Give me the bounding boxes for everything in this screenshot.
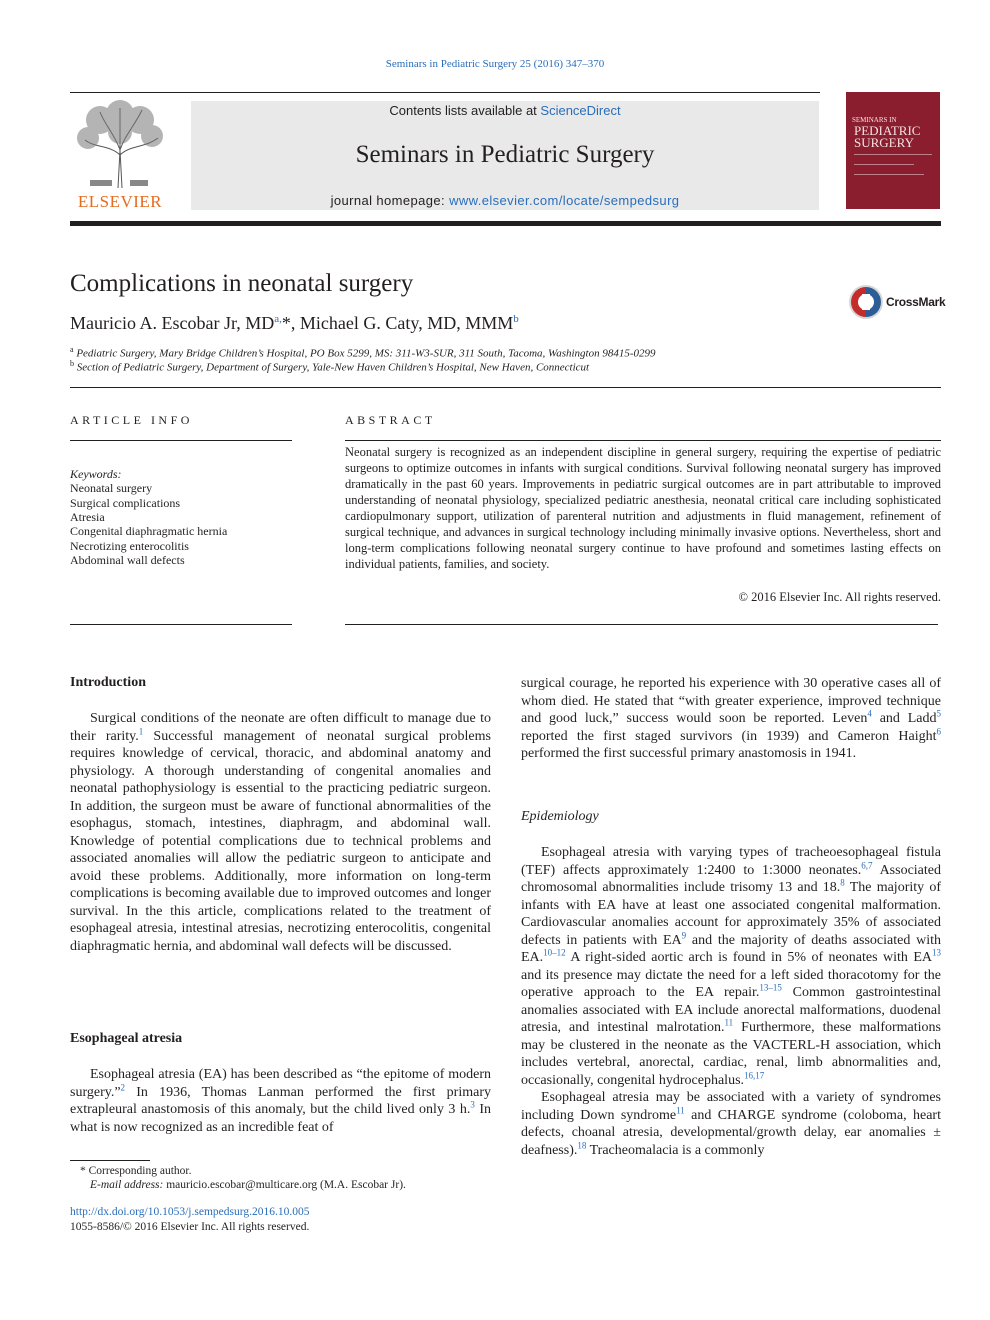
abstract-bottom-rule — [345, 624, 938, 625]
reference-link[interactable]: 13–15 — [759, 982, 782, 993]
reference-link[interactable]: 5 — [936, 708, 941, 719]
keyword-item: Abdominal wall defects — [70, 553, 185, 567]
reference-link[interactable]: 16,17 — [744, 1069, 765, 1080]
keyword-item: Surgical complications — [70, 496, 181, 510]
keyword-item: Congenital diaphragmatic hernia — [70, 524, 228, 538]
title-block-rule — [70, 387, 941, 388]
reference-link[interactable]: 13 — [932, 947, 941, 958]
homepage-line — [191, 193, 819, 208]
crossmark-icon — [848, 284, 884, 320]
cover-stripe — [854, 164, 914, 165]
email-label: E-mail address: — [90, 1179, 164, 1191]
reference-link[interactable]: 18 — [577, 1139, 587, 1150]
article-title: Complications in neonatal surgery — [70, 270, 414, 297]
ea-text: In 1936, Thomas Lanman performed the first primary extrapleural anastomosis of this anomaly, but the child lived only 3 h. — [70, 1084, 491, 1117]
section-heading-esophageal-atresia: Esophageal atresia — [70, 1031, 183, 1046]
header-thick-rule — [70, 221, 941, 226]
author-separator: , — [290, 313, 300, 333]
reference-link[interactable]: 2 — [120, 1081, 126, 1092]
introduction-paragraph — [70, 710, 491, 955]
sciencedirect-link[interactable]: ScienceDirect — [540, 103, 621, 118]
reference-link[interactable]: 9 — [681, 929, 687, 940]
author-list — [70, 313, 519, 334]
reference-link[interactable]: 6,7 — [861, 859, 873, 870]
ea-text: Esophageal atresia (EA) has been described as “the epitome of modern surgery.” — [70, 1067, 491, 1100]
epi-text: Associated chromosomal abnormalities include trisomy 13 and 18. — [521, 862, 942, 895]
affiliation-b — [70, 359, 589, 374]
header-top-rule — [70, 92, 820, 93]
reference-link[interactable]: 4 — [867, 708, 872, 719]
subsection-heading-epidemiology: Epidemiology — [521, 809, 599, 824]
author-name: Mauricio A. Escobar Jr, MD — [70, 313, 275, 333]
epi-text: Esophageal atresia with varying types of tracheoesophageal fistula (TEF) affects approximately 1:2400 to 1:3000 neonates. — [521, 845, 941, 878]
author-affiliation-mark[interactable]: a, — [274, 313, 282, 325]
abstract-text: Neonatal surgery is recognized as an independent discipline in general surgery, requiring the expertise of pediatric surgeons to optimize outcomes in infants with surgical conditions. Survival following neonatal surgery has improved dramatically in the past 60 years. Improvements in pediatric surgical outcomes are in part attributable to improved understanding of neonatal physiology, specialized pediatric anesthesia, neonatal critical care including sophisticated cardiopulmonary support, utilization of parenteral nutrition and adjustments in fluid management, refinement of surgical technique, and advances in surgical technology including minimally invasive options. Nevertheless, short and long-term complications following neonatal surgery continue to have profound and sometimes lasting effects on individual patients, families, and society. — [345, 445, 941, 571]
intro-text: Successful management of neonatal surgical problems requires knowledge of cervical, thoracic, and abdominal anatomy and physiology. A thorough understanding of congenital anomalies and neonatal pathophysiology is essential to the practicing pediatric surgeon. In addition, the surgeon must be aware of functional abnormalities of the esophagus, stomach, intestines, diaphragm, and abdominal wall. Knowledge of potential complications due to technical problems and associated anomalies will allow the pediatric surgeon to anticipate and avoid these problems. Additionally, more information on long-term complications is becoming available due to improved outcomes and longer survival. In the this article, complications related to the treatment of esophageal atresia, intestinal atresias, necrotizing enterocolitis, congenital diaphragmatic hernia, and abdominal wall defects will be discussed. — [70, 728, 491, 954]
reference-link[interactable]: 11 — [724, 1017, 734, 1028]
reference-link[interactable]: 8 — [840, 877, 845, 888]
epidemiology-paragraphs — [521, 844, 941, 1159]
cover-title — [854, 125, 920, 149]
reference-link[interactable]: 10–12 — [543, 947, 566, 958]
keyword-item: Necrotizing enterocolitis — [70, 539, 189, 553]
author-affiliation-mark[interactable]: b — [513, 313, 519, 325]
cover-stripe — [854, 154, 932, 155]
reference-link[interactable]: 1 — [138, 725, 144, 736]
epi-text: Tracheomalacia is a commonly — [586, 1142, 765, 1158]
issn-line: 1055-8586/© 2016 Elsevier Inc. All rights reserved. — [70, 1221, 310, 1233]
epi-text: and CHARGE syndrome (coloboma, heart defects, choanal atresia, developmental/growth delay, ear anomalies ± deafness). — [521, 1107, 941, 1158]
article-info-bottom-rule — [70, 624, 292, 625]
history-paragraph — [521, 675, 941, 763]
reference-link[interactable]: 11 — [676, 1104, 685, 1115]
keyword-item: Atresia — [70, 510, 105, 524]
history-text: performed the first successful primary anastomosis in 1941. — [521, 746, 857, 761]
epi-text: Common gastrointestinal anomalies associated with EA include anorectal malformations, duodenal atresia, and intestinal malrotation. — [521, 985, 942, 1035]
article-info-rule — [70, 440, 292, 441]
reference-link[interactable]: 6 — [936, 725, 941, 736]
cover-line2a: PEDIATRIC — [854, 123, 921, 138]
history-text: and Ladd — [871, 711, 937, 726]
epi-text: Esophageal atresia may be associated with a variety of syndromes including Down syndrome — [521, 1090, 941, 1123]
keyword-item: Neonatal surgery — [70, 481, 153, 495]
ea-text: In what is now recognized as an incredible feat of — [70, 1102, 491, 1135]
email-address[interactable]: mauricio.escobar@multicare.org (M.A. Escobar Jr). — [163, 1179, 406, 1191]
abstract-copyright: © 2016 Elsevier Inc. All rights reserved. — [738, 590, 941, 604]
cover-line1: SEMINARS IN — [852, 116, 897, 124]
journal-name: Seminars in Pediatric Surgery — [355, 141, 655, 168]
esophageal-atresia-paragraph — [70, 1066, 491, 1136]
crossmark-label[interactable]: CrossMark — [886, 295, 946, 309]
cover-stripe — [854, 174, 924, 175]
homepage-link[interactable]: www.elsevier.com/locate/sempedsurg — [449, 193, 680, 208]
epi-text: and its presence may dictate the need for a left sided thoracotomy for the operative approach to the EA repair. — [521, 967, 941, 1000]
epi-text: The majority of infants with EA have at least one associated congenital malformation. Cardiovascular anomalies account for approximately 35% of associated defects in patients with EA — [521, 880, 942, 948]
abstract-heading: ABSTRACT — [345, 413, 436, 427]
corresponding-author-note: * Corresponding author. — [80, 1165, 192, 1177]
corresponding-mark[interactable]: * — [281, 313, 291, 333]
article-info-heading: ARTICLE INFO — [70, 413, 193, 427]
author-name: Michael G. Caty, MD, MMM — [299, 313, 514, 333]
elsevier-wordmark: ELSEVIER — [77, 192, 163, 211]
footnote-rule — [70, 1160, 150, 1161]
journal-citation[interactable]: Seminars in Pediatric Surgery 25 (2016) 347–370 — [385, 58, 605, 70]
history-text: reported the first staged survivors (in 1939) and Cameron Haight — [521, 728, 937, 744]
doi-link[interactable]: http://dx.doi.org/10.1053/j.sempedsurg.2016.10.005 — [70, 1206, 310, 1218]
epi-text: and the majority of deaths associated with EA. — [521, 932, 941, 965]
email-note — [90, 1179, 406, 1191]
abstract-rule — [345, 440, 941, 441]
journal-banner — [191, 101, 819, 210]
affiliation-mark: a — [70, 345, 74, 354]
epi-text: Furthermore, these malformations may be clustered in the neonate as the VACTERL-H association, which includes vertebral, anorectal, cardiac, renal, limb abnormalities and, occasionally, congenital hydrocephalus. — [521, 1020, 941, 1088]
epi-text: A right-sided aortic arch is found in 5% of neonates with EA — [565, 950, 932, 965]
cover-line2b: SURGERY — [854, 135, 914, 150]
contents-prefix: Contents lists available at — [389, 103, 541, 118]
history-text: surgical courage, he reported his experience with 30 operative cases all of whom died. He stated that “with greater experience, improved technique and good luck,” success would soon be reported. Leven — [521, 676, 941, 726]
reference-link[interactable]: 3 — [470, 1099, 475, 1110]
keywords-label: Keywords: — [70, 467, 122, 481]
contents-line — [191, 103, 819, 118]
intro-text: Surgical conditions of the neonate are often difficult to manage due to their rarity. — [70, 711, 491, 744]
homepage-prefix: journal homepage: — [330, 193, 450, 208]
section-heading-introduction: Introduction — [70, 675, 146, 690]
journal-cover-thumbnail[interactable] — [846, 92, 940, 209]
affiliation-a — [70, 345, 656, 360]
affiliation-text: Pediatric Surgery, Mary Bridge Children’s Hospital, PO Box 5299, MS: 311-W3-SUR, 311 South, Tacoma, Washington 98415-0299 — [73, 347, 656, 360]
affiliation-mark: b — [70, 359, 74, 368]
affiliation-text: Section of Pediatric Surgery, Department of Surgery, Yale-New Haven Children’s Hospital, New Haven, Connecticut — [74, 361, 590, 374]
